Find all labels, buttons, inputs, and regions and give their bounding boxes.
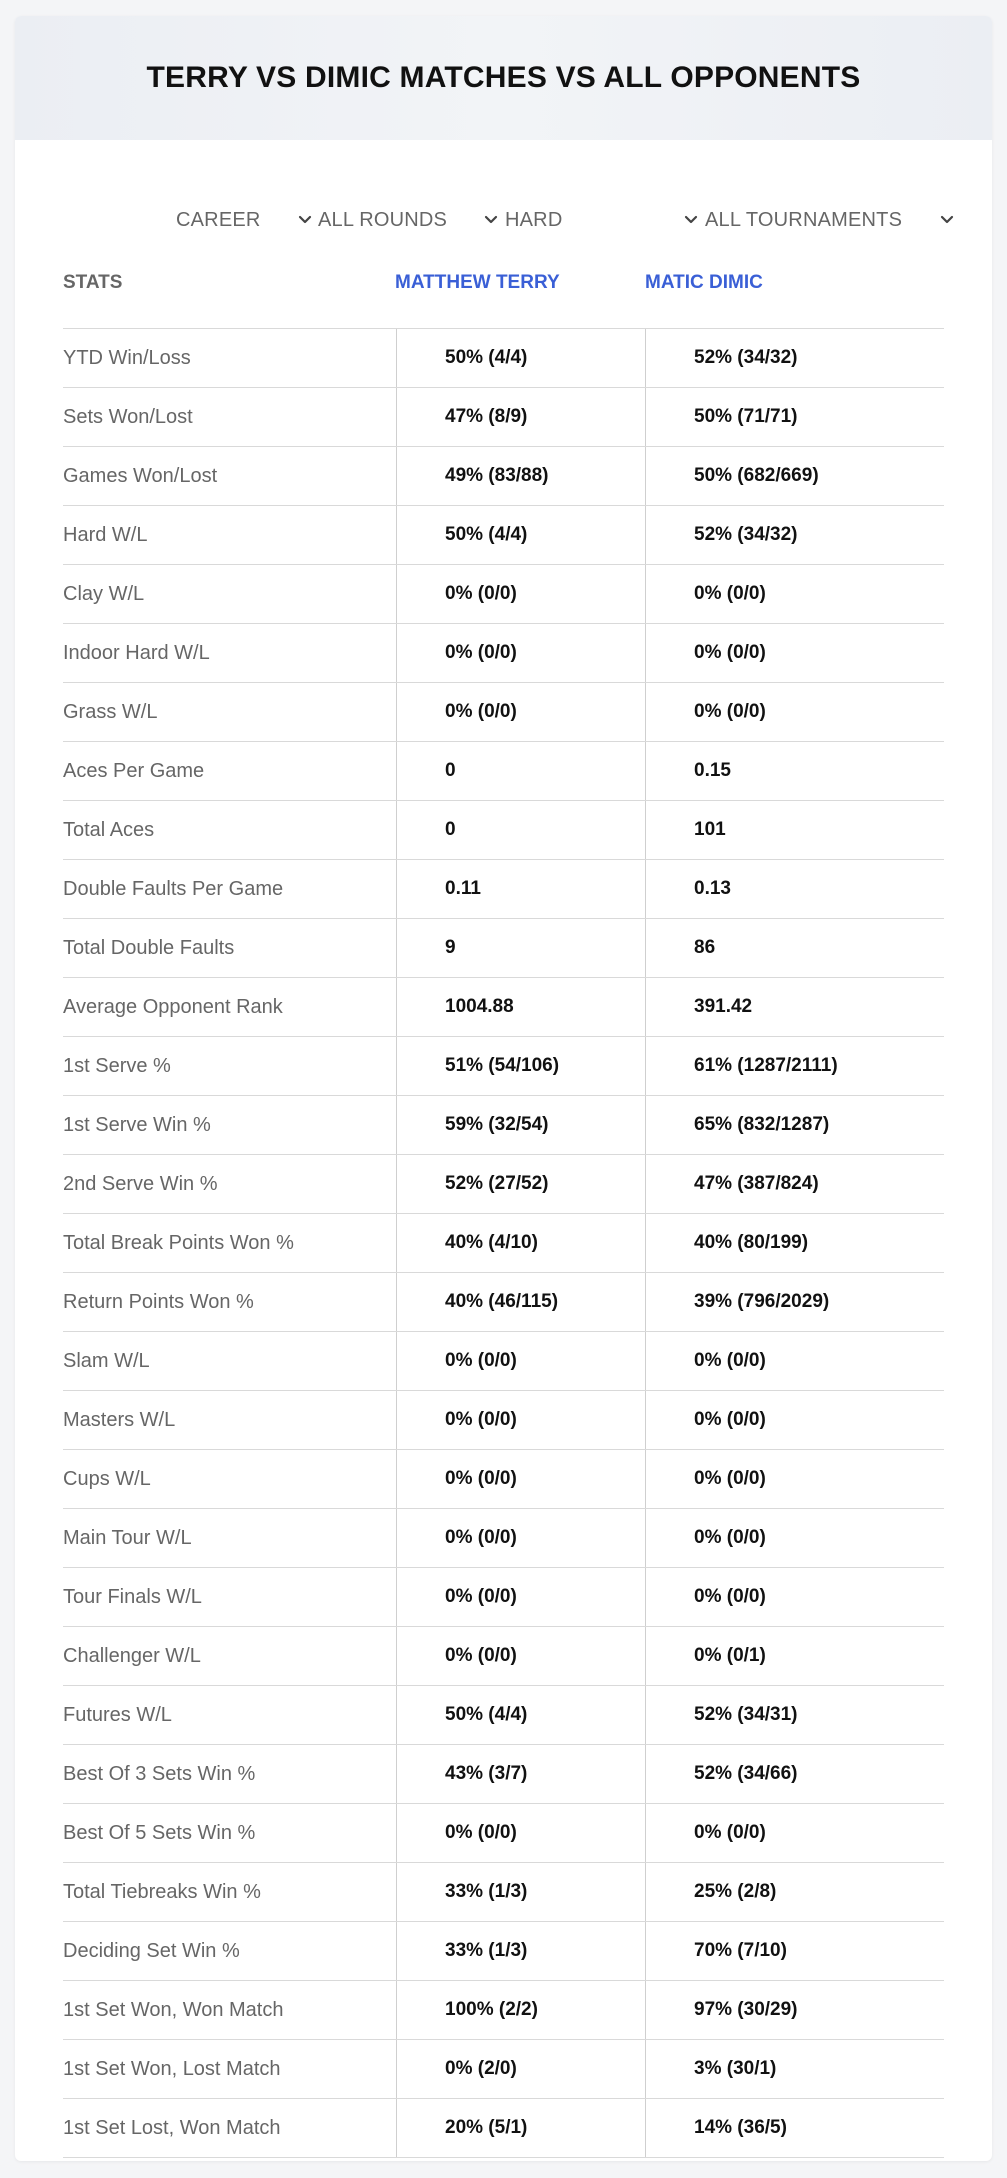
player2-value: 86 — [645, 919, 944, 977]
table-row — [63, 2099, 944, 2158]
table-row — [63, 683, 944, 742]
stat-label: Hard W/L — [63, 523, 148, 546]
player2-value: 0% (0/0) — [645, 1509, 944, 1567]
stat-label: 1st Serve % — [63, 1054, 171, 1077]
player2-value: 0% (0/0) — [645, 683, 944, 741]
table-body — [63, 329, 944, 2158]
player1-value: 0% (0/0) — [396, 1450, 645, 1508]
player1-value: 51% (54/106) — [396, 1037, 645, 1095]
player2-value: 39% (796/2029) — [645, 1273, 944, 1331]
player1-value: 0% (2/0) — [396, 2040, 645, 2098]
player2-value: 50% (682/669) — [645, 447, 944, 505]
chevron-down-icon — [295, 210, 315, 230]
player1-value: 0% (0/0) — [396, 683, 645, 741]
table-row — [63, 1332, 944, 1391]
stat-label: 1st Set Lost, Won Match — [63, 2116, 281, 2139]
player2-value: 0.13 — [645, 860, 944, 918]
player2-value: 14% (36/5) — [645, 2099, 944, 2157]
stat-label: Deciding Set Win % — [63, 1939, 240, 1962]
filter-rounds-select[interactable] — [318, 192, 501, 248]
stat-label: YTD Win/Loss — [63, 346, 191, 369]
table-row — [63, 860, 944, 919]
player2-value: 52% (34/31) — [645, 1686, 944, 1744]
player2-value: 0% (0/0) — [645, 1568, 944, 1626]
player1-value: 40% (46/115) — [396, 1273, 645, 1331]
player1-value: 100% (2/2) — [396, 1981, 645, 2039]
table-row — [63, 506, 944, 565]
stat-label: Total Double Faults — [63, 936, 235, 959]
player1-value: 50% (4/4) — [396, 1686, 645, 1744]
table-row — [63, 919, 944, 978]
player2-value: 65% (832/1287) — [645, 1096, 944, 1154]
player2-value: 0% (0/0) — [645, 565, 944, 623]
stat-label: 2nd Serve Win % — [63, 1172, 218, 1195]
filter-surface-select[interactable] — [505, 192, 701, 248]
player1-value: 50% (4/4) — [396, 506, 645, 564]
table-row — [63, 1627, 944, 1686]
player2-value: 40% (80/199) — [645, 1214, 944, 1272]
player1-value: 20% (5/1) — [396, 2099, 645, 2157]
stats-card — [15, 16, 992, 2161]
stat-label: Cups W/L — [63, 1467, 151, 1490]
player1-value: 52% (27/52) — [396, 1155, 645, 1213]
stat-label: Masters W/L — [63, 1408, 176, 1431]
table-row — [63, 1037, 944, 1096]
table-row — [63, 801, 944, 860]
player1-value: 0% (0/0) — [396, 1804, 645, 1862]
player1-value: 0% (0/0) — [396, 1509, 645, 1567]
stat-label: Futures W/L — [63, 1703, 172, 1726]
stat-label: Best Of 3 Sets Win % — [63, 1762, 256, 1785]
player1-value: 40% (4/10) — [396, 1214, 645, 1272]
player1-value: 33% (1/3) — [396, 1922, 645, 1980]
player2-value: 52% (34/66) — [645, 1745, 944, 1803]
player1-value: 0% (0/0) — [396, 1627, 645, 1685]
player1-value: 59% (32/54) — [396, 1096, 645, 1154]
stat-label: Total Aces — [63, 818, 155, 841]
filter-label: ALL ROUNDS — [318, 208, 448, 231]
player1-value: 0 — [396, 742, 645, 800]
player2-value: 101 — [645, 801, 944, 859]
player2-value: 0% (0/1) — [645, 1627, 944, 1685]
stat-label: Clay W/L — [63, 582, 145, 605]
table-row — [63, 1096, 944, 1155]
filter-career-select[interactable] — [176, 192, 315, 248]
player1-value: 0% (0/0) — [396, 1568, 645, 1626]
player2-value: 25% (2/8) — [645, 1863, 944, 1921]
chevron-down-icon — [481, 210, 501, 230]
player1-value: 0% (0/0) — [396, 624, 645, 682]
table-row — [63, 1273, 944, 1332]
table-row — [63, 329, 944, 388]
chevron-down-icon — [681, 210, 701, 230]
chevron-down-icon — [937, 210, 957, 230]
stat-label: Tour Finals W/L — [63, 1585, 202, 1608]
player2-value: 3% (30/1) — [645, 2040, 944, 2098]
table-row — [63, 1863, 944, 1922]
page-title: TERRY VS DIMIC MATCHES VS ALL OPPONENTS — [146, 61, 861, 94]
stat-label: Games Won/Lost — [63, 464, 218, 487]
stat-label: Return Points Won % — [63, 1290, 254, 1313]
table-row — [63, 1804, 944, 1863]
table-row — [63, 2040, 944, 2099]
table-row — [63, 447, 944, 506]
table-row — [63, 1745, 944, 1804]
table-row — [63, 1214, 944, 1273]
player2-value: 0% (0/0) — [645, 1450, 944, 1508]
stat-label: 1st Set Won, Won Match — [63, 1998, 284, 2021]
table-row — [63, 1686, 944, 1745]
stat-label: Average Opponent Rank — [63, 995, 283, 1018]
filter-label: CAREER — [176, 208, 261, 231]
table-row — [63, 1155, 944, 1214]
stats-table — [63, 248, 944, 2158]
player2-value: 391.42 — [645, 978, 944, 1036]
table-row — [63, 624, 944, 683]
player2-value: 0% (0/0) — [645, 1332, 944, 1390]
player2-value: 50% (71/71) — [645, 388, 944, 446]
table-row — [63, 1391, 944, 1450]
stat-label: Double Faults Per Game — [63, 877, 284, 900]
player2-value: 52% (34/32) — [645, 329, 944, 387]
table-row — [63, 1568, 944, 1627]
column-header-stats: STATS — [63, 272, 123, 293]
table-row — [63, 1981, 944, 2040]
stat-label: Indoor Hard W/L — [63, 641, 210, 664]
player1-value: 43% (3/7) — [396, 1745, 645, 1803]
table-header — [63, 248, 944, 329]
table-row — [63, 978, 944, 1037]
player1-value: 0% (0/0) — [396, 1332, 645, 1390]
player2-value: 0.15 — [645, 742, 944, 800]
stat-label: Main Tour W/L — [63, 1526, 192, 1549]
player1-value: 0% (0/0) — [396, 565, 645, 623]
filter-tournaments-select[interactable] — [705, 192, 957, 248]
player1-value: 50% (4/4) — [396, 329, 645, 387]
player1-value: 0% (0/0) — [396, 1391, 645, 1449]
filter-label: HARD — [505, 208, 563, 231]
table-row — [63, 388, 944, 447]
stat-label: Aces Per Game — [63, 759, 205, 782]
player2-value: 0% (0/0) — [645, 1391, 944, 1449]
page-header — [15, 16, 992, 140]
stat-label: Best Of 5 Sets Win % — [63, 1821, 256, 1844]
stat-label: Slam W/L — [63, 1349, 150, 1372]
stat-label: 1st Serve Win % — [63, 1113, 211, 1136]
player1-value: 9 — [396, 919, 645, 977]
table-row — [63, 1922, 944, 1981]
player2-value: 52% (34/32) — [645, 506, 944, 564]
player2-value: 61% (1287/2111) — [645, 1037, 944, 1095]
stat-label: Grass W/L — [63, 700, 158, 723]
player1-value: 33% (1/3) — [396, 1863, 645, 1921]
table-row — [63, 742, 944, 801]
column-header-player1[interactable]: MATTHEW TERRY — [395, 272, 560, 293]
stat-label: Total Tiebreaks Win % — [63, 1880, 261, 1903]
stat-label: 1st Set Won, Lost Match — [63, 2057, 281, 2080]
player2-value: 70% (7/10) — [645, 1922, 944, 1980]
player2-value: 47% (387/824) — [645, 1155, 944, 1213]
player1-value: 49% (83/88) — [396, 447, 645, 505]
column-header-player2[interactable]: MATIC DIMIC — [645, 272, 763, 293]
stat-label: Sets Won/Lost — [63, 405, 193, 428]
player1-value: 1004.88 — [396, 978, 645, 1036]
stat-label: Total Break Points Won % — [63, 1231, 294, 1254]
table-row — [63, 565, 944, 624]
player2-value: 0% (0/0) — [645, 1804, 944, 1862]
player1-value: 0.11 — [396, 860, 645, 918]
player2-value: 97% (30/29) — [645, 1981, 944, 2039]
player2-value: 0% (0/0) — [645, 624, 944, 682]
player1-value: 47% (8/9) — [396, 388, 645, 446]
player1-value: 0 — [396, 801, 645, 859]
filter-label: ALL TOURNAMENTS — [705, 208, 903, 231]
table-row — [63, 1450, 944, 1509]
filter-bar — [15, 192, 992, 248]
stat-label: Challenger W/L — [63, 1644, 201, 1667]
table-row — [63, 1509, 944, 1568]
